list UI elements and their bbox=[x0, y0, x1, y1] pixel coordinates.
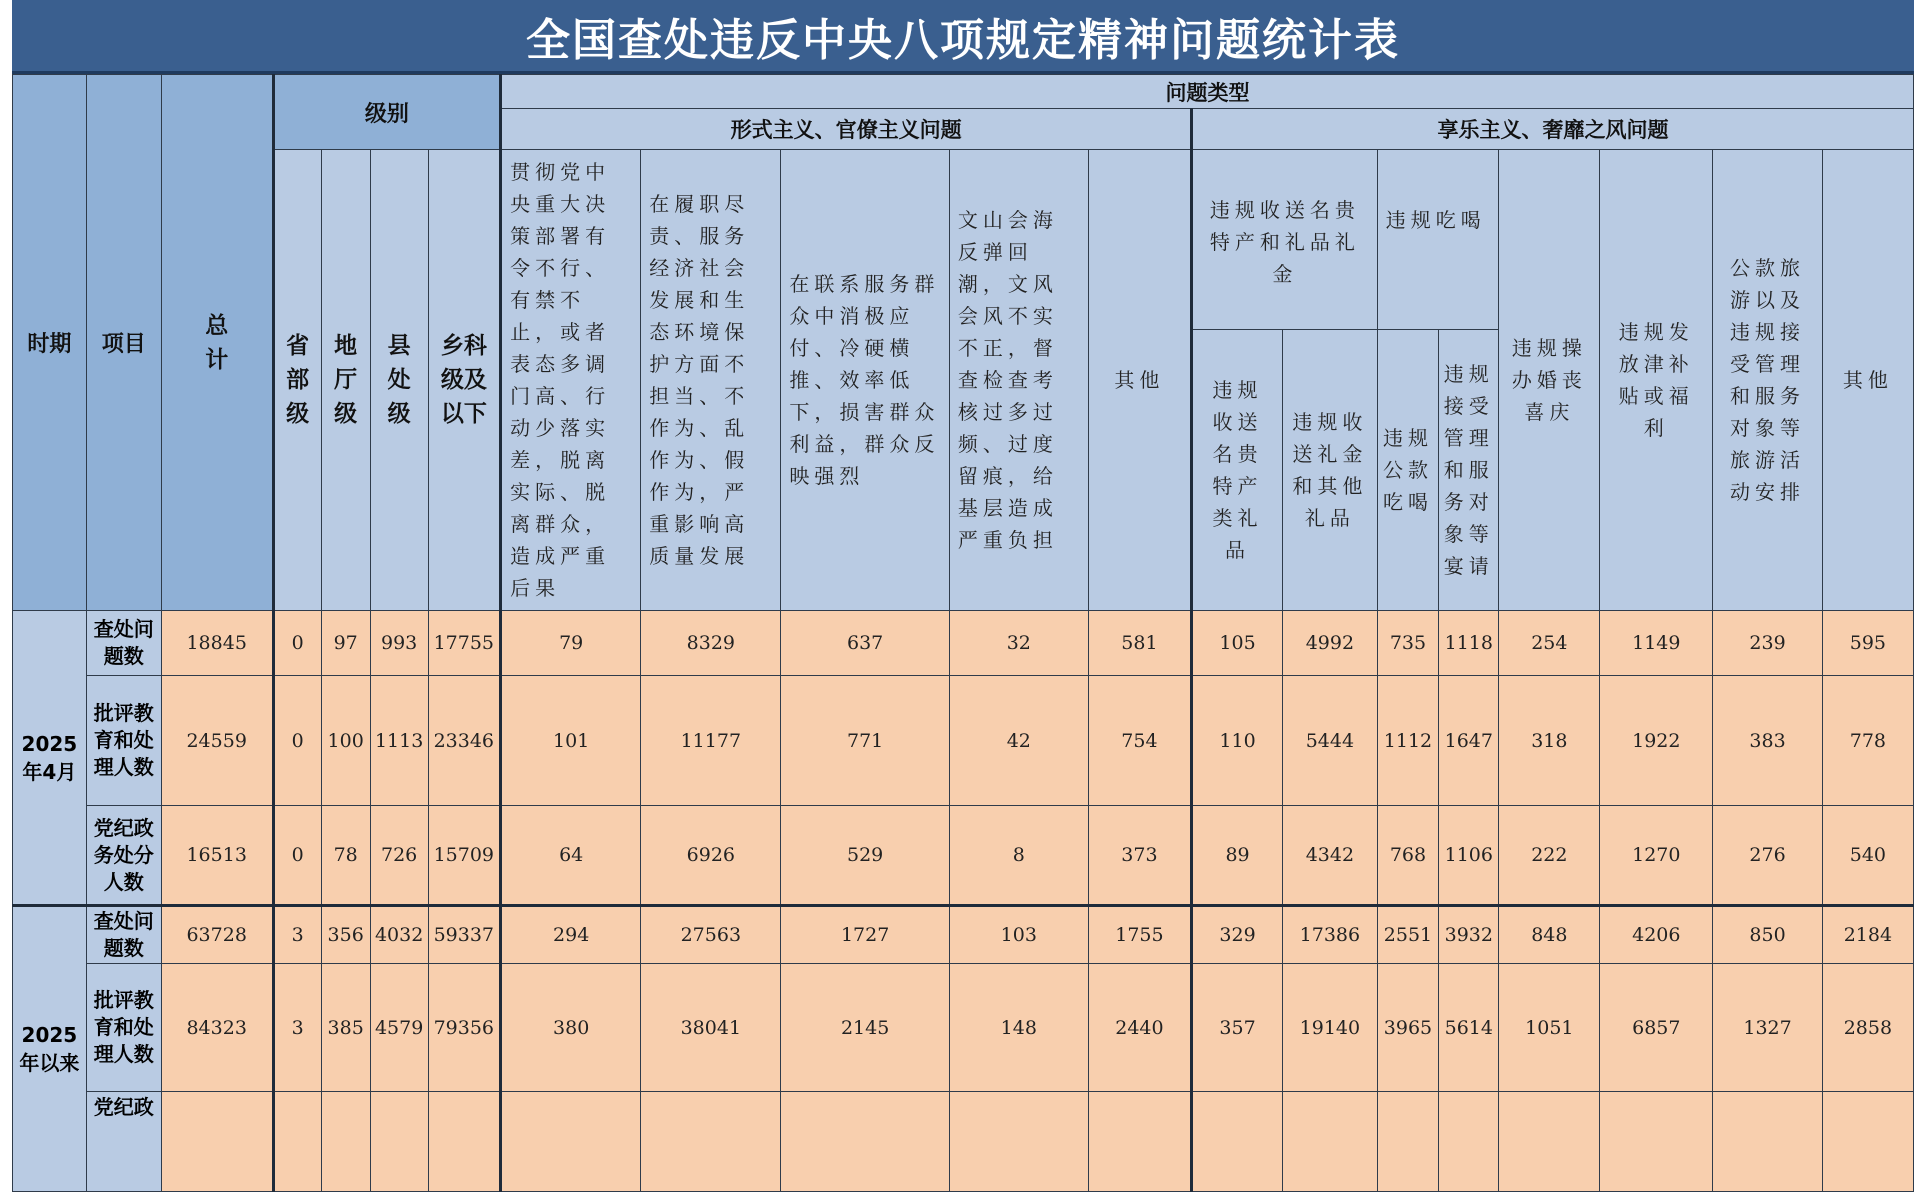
cell: 97 bbox=[321, 611, 370, 676]
cell: 19140 bbox=[1283, 964, 1378, 1092]
data-row bbox=[13, 806, 1914, 906]
period-label-1: 2025年4月 bbox=[13, 611, 87, 906]
cell: 735 bbox=[1377, 611, 1438, 676]
cell: 778 bbox=[1822, 676, 1913, 806]
cell: 38041 bbox=[641, 964, 781, 1092]
cell bbox=[1499, 1092, 1600, 1192]
gift-sub-cash: 违规收送礼金和其他礼品 bbox=[1283, 330, 1378, 611]
cell: 1755 bbox=[1088, 906, 1191, 964]
cell: 5444 bbox=[1283, 676, 1378, 806]
cell: 78 bbox=[321, 806, 370, 906]
cell bbox=[1192, 1092, 1283, 1192]
hedonism-cat-other: 其他 bbox=[1822, 150, 1913, 611]
cell: 1106 bbox=[1439, 806, 1499, 906]
cell: 0 bbox=[273, 806, 321, 906]
cell: 1270 bbox=[1600, 806, 1713, 906]
data-row bbox=[13, 906, 1914, 964]
cell: 771 bbox=[781, 676, 949, 806]
period-header: 时期 bbox=[13, 75, 87, 611]
cell: 100 bbox=[321, 676, 370, 806]
cell: 329 bbox=[1192, 906, 1283, 964]
cell: 2551 bbox=[1377, 906, 1438, 964]
cell: 3932 bbox=[1439, 906, 1499, 964]
cell bbox=[781, 1092, 949, 1192]
cell: 4032 bbox=[370, 906, 428, 964]
cell: 383 bbox=[1713, 676, 1822, 806]
cell: 1051 bbox=[1499, 964, 1600, 1092]
level-county-label: 县处级 bbox=[387, 333, 411, 427]
cell: 89 bbox=[1192, 806, 1283, 906]
hedonism-cat-subsidy: 违规发放津补贴或福利 bbox=[1600, 150, 1713, 611]
eat-sub-banquet: 违规接受管理和服务对象等宴请 bbox=[1439, 330, 1499, 611]
cell: 540 bbox=[1822, 806, 1913, 906]
item-header: 项目 bbox=[86, 75, 161, 611]
cell: 32 bbox=[949, 611, 1088, 676]
cell bbox=[1439, 1092, 1499, 1192]
total-header-label: 总计 bbox=[205, 312, 229, 373]
hedonism-header: 享乐主义、奢靡之风问题 bbox=[1192, 109, 1914, 150]
cell bbox=[949, 1092, 1088, 1192]
cell: 4342 bbox=[1283, 806, 1378, 906]
cell: 64 bbox=[501, 806, 641, 906]
cell: 17755 bbox=[428, 611, 501, 676]
cell: 1647 bbox=[1439, 676, 1499, 806]
cell-total: 24559 bbox=[161, 676, 273, 806]
cell: 1112 bbox=[1377, 676, 1438, 806]
level-header: 级别 bbox=[273, 75, 500, 150]
cell: 110 bbox=[1192, 676, 1283, 806]
hedonism-cat-wedding: 违规操办婚丧喜庆 bbox=[1499, 150, 1600, 611]
cell: 8329 bbox=[641, 611, 781, 676]
cell: 59337 bbox=[428, 906, 501, 964]
cell: 4206 bbox=[1600, 906, 1713, 964]
cell: 3 bbox=[273, 964, 321, 1092]
cell bbox=[1088, 1092, 1191, 1192]
cell: 4579 bbox=[370, 964, 428, 1092]
cell: 356 bbox=[321, 906, 370, 964]
row-item: 党纪政务处分人数 bbox=[86, 806, 161, 906]
cell: 373 bbox=[1088, 806, 1191, 906]
level-provincial bbox=[273, 150, 321, 611]
level-prefecture-label: 地厅级 bbox=[334, 333, 358, 427]
cell: 6926 bbox=[641, 806, 781, 906]
cell: 27563 bbox=[641, 906, 781, 964]
header-row-3 bbox=[13, 150, 1914, 330]
data-row bbox=[13, 1092, 1914, 1192]
gift-sub-specialty: 违规收送名贵特产类礼品 bbox=[1192, 330, 1283, 611]
cell: 2440 bbox=[1088, 964, 1191, 1092]
cell-total: 16513 bbox=[161, 806, 273, 906]
cell: 3965 bbox=[1377, 964, 1438, 1092]
statistics-sheet bbox=[12, 0, 1914, 1119]
row-item: 查处问题数 bbox=[86, 906, 161, 964]
level-township-label: 乡科级及以下 bbox=[440, 333, 487, 427]
cell: 318 bbox=[1499, 676, 1600, 806]
cell: 1727 bbox=[781, 906, 949, 964]
cell: 294 bbox=[501, 906, 641, 964]
eat-sub-public: 违规公款吃喝 bbox=[1377, 330, 1438, 611]
cell-total: 18845 bbox=[161, 611, 273, 676]
data-row bbox=[13, 611, 1914, 676]
row-item: 党纪政 bbox=[86, 1092, 161, 1192]
level-county bbox=[370, 150, 428, 611]
data-row bbox=[13, 964, 1914, 1092]
hedonism-cat-travel: 公款旅游以及违规接受管理和服务对象等旅游活动安排 bbox=[1713, 150, 1822, 611]
formalism-cat-2: 在履职尽责、服务经济社会发展和生态环境保护方面不担当、不作为、乱作为、假作为，严重影响高质量发展 bbox=[641, 150, 781, 611]
cell-total: 84323 bbox=[161, 964, 273, 1092]
level-prefecture bbox=[321, 150, 370, 611]
cell bbox=[501, 1092, 641, 1192]
table-title: 全国查处违反中央八项规定精神问题统计表 bbox=[12, 0, 1914, 74]
cell: 726 bbox=[370, 806, 428, 906]
cell: 254 bbox=[1499, 611, 1600, 676]
cell bbox=[321, 1092, 370, 1192]
header-row-1 bbox=[13, 75, 1914, 109]
cell: 105 bbox=[1192, 611, 1283, 676]
cell: 2184 bbox=[1822, 906, 1913, 964]
cell: 581 bbox=[1088, 611, 1191, 676]
cell: 754 bbox=[1088, 676, 1191, 806]
cell: 2145 bbox=[781, 964, 949, 1092]
gift-group-header: 违规收送名贵特产和礼品礼金 bbox=[1192, 150, 1378, 330]
cell: 17386 bbox=[1283, 906, 1378, 964]
cell: 222 bbox=[1499, 806, 1600, 906]
cell: 768 bbox=[1377, 806, 1438, 906]
cell-total: 63728 bbox=[161, 906, 273, 964]
cell bbox=[428, 1092, 501, 1192]
cell: 993 bbox=[370, 611, 428, 676]
cell: 1327 bbox=[1713, 964, 1822, 1092]
cell: 23346 bbox=[428, 676, 501, 806]
problem-type-header: 问题类型 bbox=[501, 75, 1914, 109]
cell bbox=[1713, 1092, 1822, 1192]
cell bbox=[1377, 1092, 1438, 1192]
cell: 239 bbox=[1713, 611, 1822, 676]
period-label-2: 2025年以来 bbox=[13, 906, 87, 1192]
cell: 15709 bbox=[428, 806, 501, 906]
cell: 850 bbox=[1713, 906, 1822, 964]
cell: 529 bbox=[781, 806, 949, 906]
cell: 1149 bbox=[1600, 611, 1713, 676]
data-row bbox=[13, 676, 1914, 806]
cell bbox=[1822, 1092, 1913, 1192]
cell: 385 bbox=[321, 964, 370, 1092]
cell: 595 bbox=[1822, 611, 1913, 676]
cell: 148 bbox=[949, 964, 1088, 1092]
formalism-cat-4: 文山会海反弹回潮，文风会风不实不正，督查检查考核过多过频、过度留痕，给基层造成严重负担 bbox=[949, 150, 1088, 611]
cell: 4992 bbox=[1283, 611, 1378, 676]
row-item: 批评教育和处理人数 bbox=[86, 676, 161, 806]
eat-group-header: 违规吃喝 bbox=[1377, 150, 1499, 330]
cell: 2858 bbox=[1822, 964, 1913, 1092]
cell: 0 bbox=[273, 676, 321, 806]
cell bbox=[370, 1092, 428, 1192]
cell: 637 bbox=[781, 611, 949, 676]
cell-total bbox=[161, 1092, 273, 1192]
cell: 1922 bbox=[1600, 676, 1713, 806]
formalism-cat-3: 在联系服务群众中消极应付、冷硬横推、效率低下，损害群众利益，群众反映强烈 bbox=[781, 150, 949, 611]
cell: 103 bbox=[949, 906, 1088, 964]
cell: 11177 bbox=[641, 676, 781, 806]
cell: 848 bbox=[1499, 906, 1600, 964]
cell: 1118 bbox=[1439, 611, 1499, 676]
cell: 101 bbox=[501, 676, 641, 806]
cell: 8 bbox=[949, 806, 1088, 906]
cell: 5614 bbox=[1439, 964, 1499, 1092]
formalism-header: 形式主义、官僚主义问题 bbox=[501, 109, 1192, 150]
cell bbox=[1283, 1092, 1378, 1192]
cell: 79 bbox=[501, 611, 641, 676]
cell: 276 bbox=[1713, 806, 1822, 906]
statistics-table bbox=[12, 74, 1914, 1192]
cell: 0 bbox=[273, 611, 321, 676]
cell bbox=[273, 1092, 321, 1192]
cell: 357 bbox=[1192, 964, 1283, 1092]
total-header bbox=[161, 75, 273, 611]
level-provincial-label: 省部级 bbox=[286, 333, 310, 427]
cell bbox=[641, 1092, 781, 1192]
formalism-cat-1: 贯彻党中央重大决策部署有令不行、有禁不止，或者表态多调门高、行动少落实差，脱离实际、脱离群众，造成严重后果 bbox=[501, 150, 641, 611]
row-item: 批评教育和处理人数 bbox=[86, 964, 161, 1092]
cell: 380 bbox=[501, 964, 641, 1092]
cell: 6857 bbox=[1600, 964, 1713, 1092]
row-item: 查处问题数 bbox=[86, 611, 161, 676]
level-township bbox=[428, 150, 501, 611]
cell bbox=[1600, 1092, 1713, 1192]
cell: 79356 bbox=[428, 964, 501, 1092]
formalism-cat-other: 其他 bbox=[1088, 150, 1191, 611]
cell: 1113 bbox=[370, 676, 428, 806]
cell: 42 bbox=[949, 676, 1088, 806]
cell: 3 bbox=[273, 906, 321, 964]
